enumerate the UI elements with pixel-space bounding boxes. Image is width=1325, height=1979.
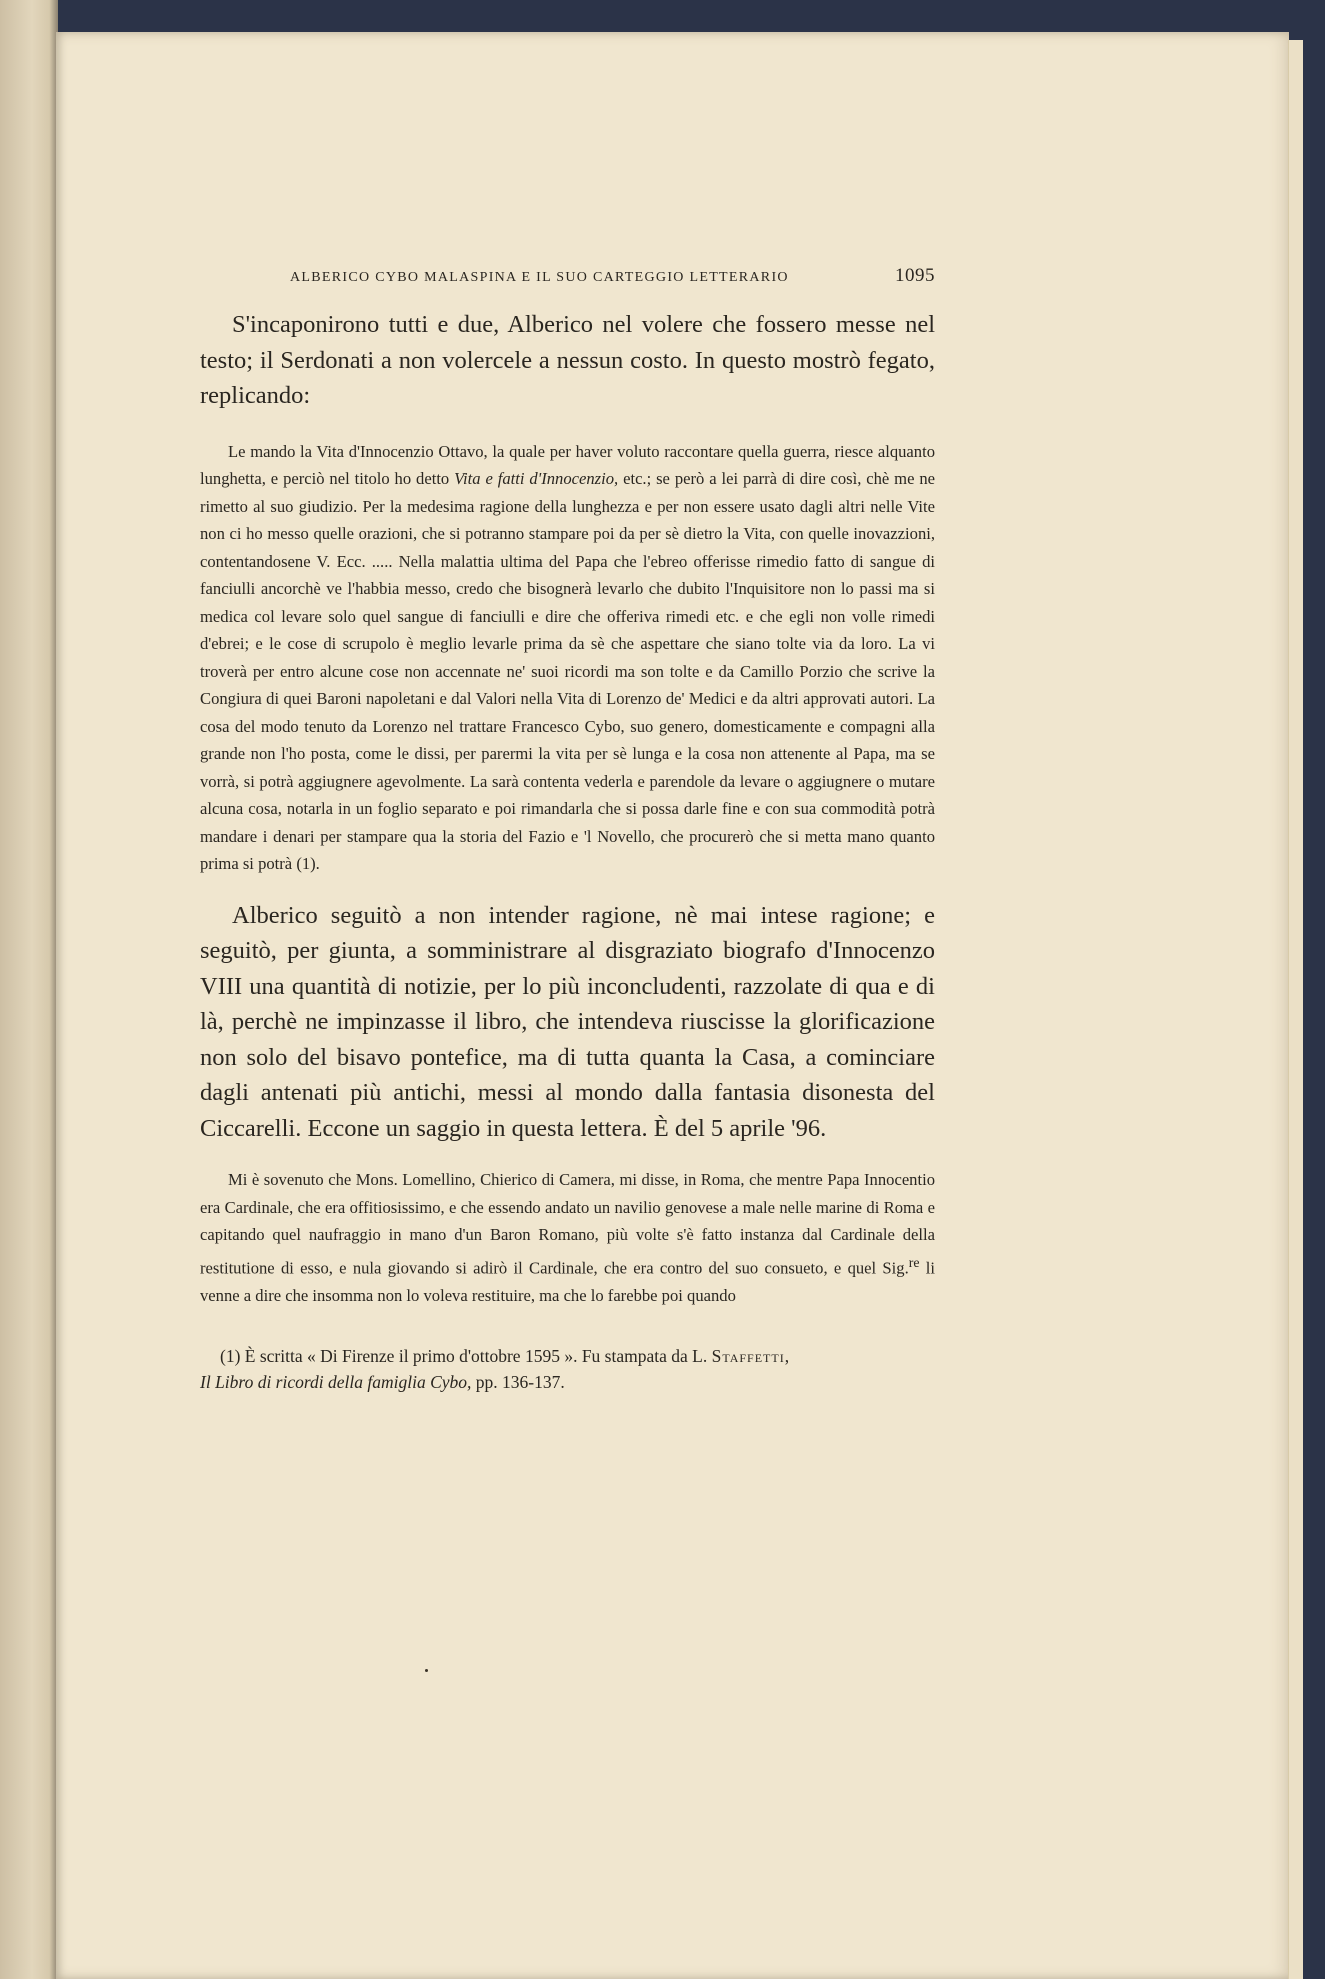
running-header — [290, 265, 935, 287]
quote-2-text-a: Mi è sovenuto che Mons. Lomellino, Chierico di Camera, mi disse, in Roma, che mentre Papa Innocentio era Cardinale, che era offitiosissimo, e che essendo andato un navilio genovese a male nelle marine di Roma e capitando quel naufraggio in mano d'un Baron Romano, più volte s'è fatto instanza dal Cardinale della restitutione di esso, e nula giovando si adirò il Cardinale, che era contro del suo consueto, e quel Sig. — [200, 1170, 935, 1278]
footnote-text-c: pp. 136-137. — [471, 1372, 565, 1393]
page-number: 1095 — [895, 265, 935, 286]
page-content — [200, 265, 935, 1395]
quote-2 — [200, 1166, 935, 1309]
ink-speck — [425, 1669, 428, 1672]
quote-2-superscript: re — [908, 1254, 920, 1270]
quote-1-text-b: etc.; se però a lei parrà di dire così, chè me ne rimetto al suo giudizio. Per la medesima ragione della lunghezza e per non essere usato dagli altri nelle Vite non ci ho messo quelle orazioni, che si potranno stampare poi da per sè dietro la Vita, con quelle inovazzioni, contentandosene V. Ecc. ..... Nella malattia ultima del Papa che l'ebreo offerisse rimedio fatto di sangue di fanciulli ancorchè ve l'habbia messo, credo che bisognerà levarlo che dubito l'Inquisitore non lo passi ma si medica col levare solo quel sangue di fanciulli e dire che offeriva rimedi etc. e che egli non volle rimedi d'ebrei; e le cose di scrupolo è meglio levarle prima da sè che aspettare che siano tolte via da loro. La vi troverà per entro alcune cose non accennate ne' suoi ricordi ma son tolte e da Camillo Porzio che scrive la Congiura di quei Baroni napoletani e dal Valori nella Vita di Lorenzo de' Medici e da altri approvati autori. La cosa del modo tenuto da Lorenzo nel trattare Francesco Cybo, suo genero, domesticamente e compagni alla grande non l'ho posta, come le dissi, per parermi la vita per sè lunga e la cosa non attenente al Papa, ma se vorrà, si potrà aggiugnere agevolmente. La sarà contenta vederla e parendole da levare o aggiugnere o mutare alcuna cosa, notarla in un foglio separato e poi rimandarla che si possa darle fine e con sua commodità potrà mandare i denari per stampare qua la storia del Fazio e 'l Novello, che procurerò che si metta mano quanto prima si potrà (1). — [200, 469, 936, 873]
quote-2-text-b: li venne a dire che insomma non lo voleva restituire, ma che lo farebbe poi quando — [200, 1258, 935, 1305]
running-title: ALBERICO CYBO MALASPINA E IL SUO CARTEGGIO LETTERARIO — [290, 270, 789, 285]
footnote-text-a: (1) È scritta « Di Firenze il primo d'ottobre 1595 ». Fu stampata da L. — [220, 1346, 712, 1367]
paragraph-2: Alberico seguitò a non intender ragione, nè mai intese ragione; e seguitò, per giunta, a somministrare al disgraziato biografo d'Innocenzo VIII una quantità di notizie, per lo più inconcludenti, razzolate di qua e di là, perchè ne impinzasse il libro, che intendeva riuscisse la glorificazione non solo del bisavo pontefice, ma di tutta quanta la Casa, a cominciare dagli antenati più antichi, messi al mondo dalla fantasia disonesta del Ciccarelli. Eccone un saggio in questa lettera. È del 5 aprile '96. — [200, 901, 935, 1142]
paragraph-1: S'incaponirono tutti e due, Alberico nel volere che fossero messe nel testo; il Serdonati a non volercele a nessun costo. In questo mostrò fegato, replicando: — [200, 311, 935, 409]
quote-1 — [200, 438, 935, 878]
footnote-author: Staffetti — [711, 1346, 785, 1367]
footnote-text-b: , — [784, 1346, 790, 1367]
footnote — [200, 1343, 935, 1395]
quote-1-text-a: Le mando la Vita d'Innocenzio Ottavo, la quale per haver voluto raccontare quella guerra, riesce alquanto lunghetta, e perciò nel titolo ho detto — [200, 441, 935, 488]
footnote-title: Il Libro di ricordi della famiglia Cybo, — [200, 1372, 472, 1393]
quote-1-title: Vita e fatti d'Innocenzio, — [454, 469, 619, 488]
book-spine — [0, 0, 58, 1979]
page-edge — [1288, 40, 1303, 1979]
